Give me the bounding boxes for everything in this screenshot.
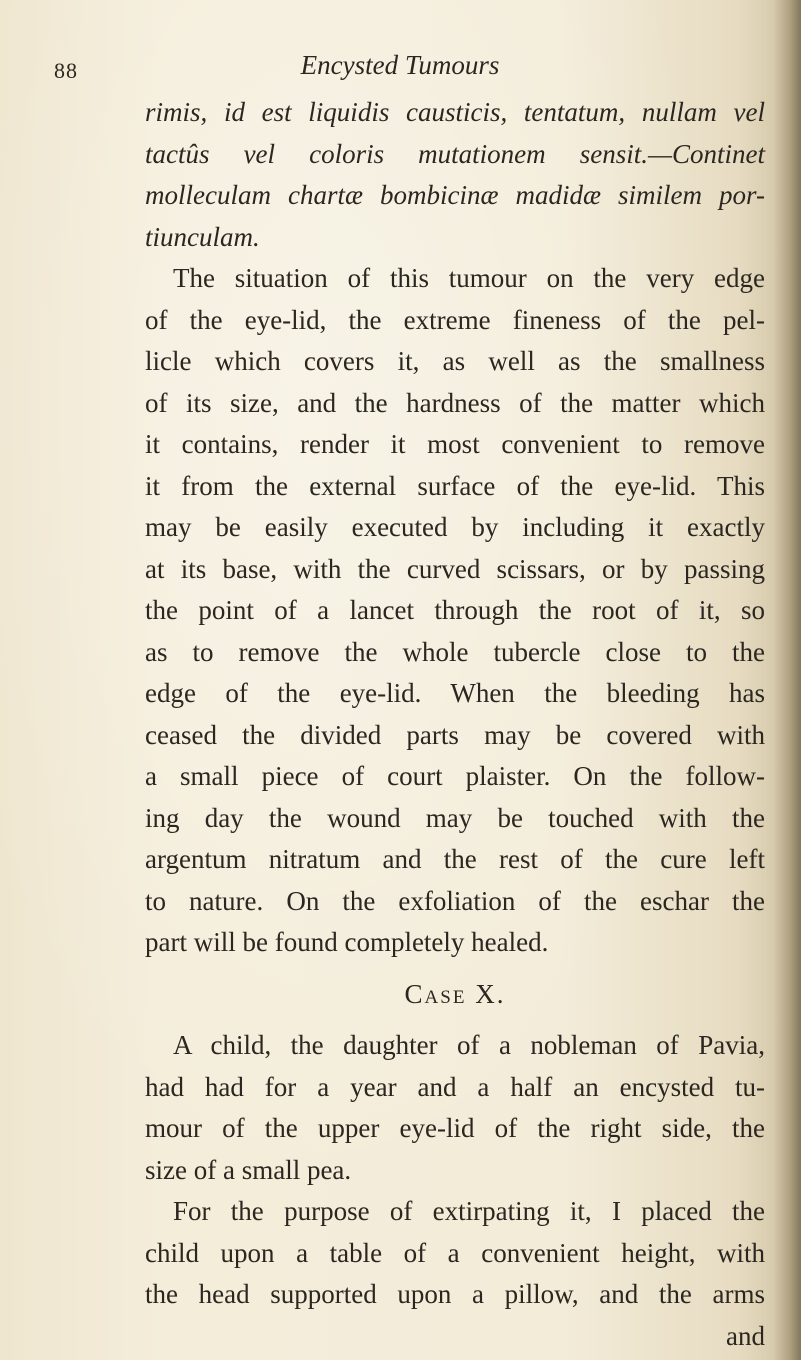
page-header	[0, 48, 801, 88]
text-line: mour of the upper eye-lid of the right side, the	[145, 1113, 765, 1143]
text-line: rimis, id est liquidis causticis, tentatum, nullam vel	[145, 97, 765, 127]
text-line: For the purpose of extirpating it, I placed the	[173, 1196, 765, 1226]
running-title: Encysted Tumours	[300, 50, 500, 80]
text-line: part will be found completely healed.	[145, 927, 549, 957]
text-line: licle which covers it, as well as the smallness	[145, 346, 765, 376]
text-line: The situation of this tumour on the very edge	[173, 263, 765, 293]
text-line: to nature. On the exfoliation of the eschar the	[145, 885, 765, 916]
text-line: tactûs vel coloris mutationem sensit.—Continet	[145, 138, 765, 169]
spine-shadow	[773, 0, 801, 1360]
section-gap	[145, 1015, 765, 1025]
text-line: the head supported upon a pillow, and the arms	[145, 1279, 765, 1309]
text-line: may be easily executed by including it exactly	[145, 512, 765, 542]
text-line: of its size, and the hardness of the matter which	[145, 387, 765, 418]
text-line: the point of a lancet through the root of it, so	[145, 595, 765, 625]
body-text	[145, 92, 765, 1357]
catchword: and	[726, 1320, 765, 1351]
text-line: tiunculam.	[145, 221, 260, 252]
text-line: of the eye-lid, the extreme fineness of the pel-	[145, 304, 765, 335]
page-number: 88	[54, 58, 78, 83]
text-line: ceased the divided parts may be covered with	[145, 719, 765, 750]
text-line: size of a small pea.	[145, 1154, 352, 1185]
text-line: edge of the eye-lid. When the bleeding has	[145, 678, 765, 708]
text-line: argentum nitratum and the rest of the cure left	[145, 844, 765, 874]
section-gap	[145, 964, 765, 974]
text-line: a small piece of court plaister. On the follow-	[145, 761, 765, 791]
text-line: at its base, with the curved scissars, or by passing	[145, 553, 765, 584]
case-heading: Case X.	[404, 978, 506, 1009]
text-line: child upon a table of a convenient height, with	[145, 1237, 765, 1268]
text-line: as to remove the whole tubercle close to the	[145, 636, 765, 667]
text-line: ing day the wound may be touched with the	[145, 802, 765, 833]
text-line: A child, the daughter of a nobleman of Pavia,	[173, 1030, 765, 1060]
text-line: molleculam chartæ bombicinæ madidæ similem por-	[145, 180, 765, 210]
text-line: it from the external surface of the eye-lid. This	[145, 470, 765, 501]
text-line: it contains, render it most convenient to remove	[145, 429, 765, 459]
text-line: had had for a year and a half an encysted tu-	[145, 1071, 765, 1102]
